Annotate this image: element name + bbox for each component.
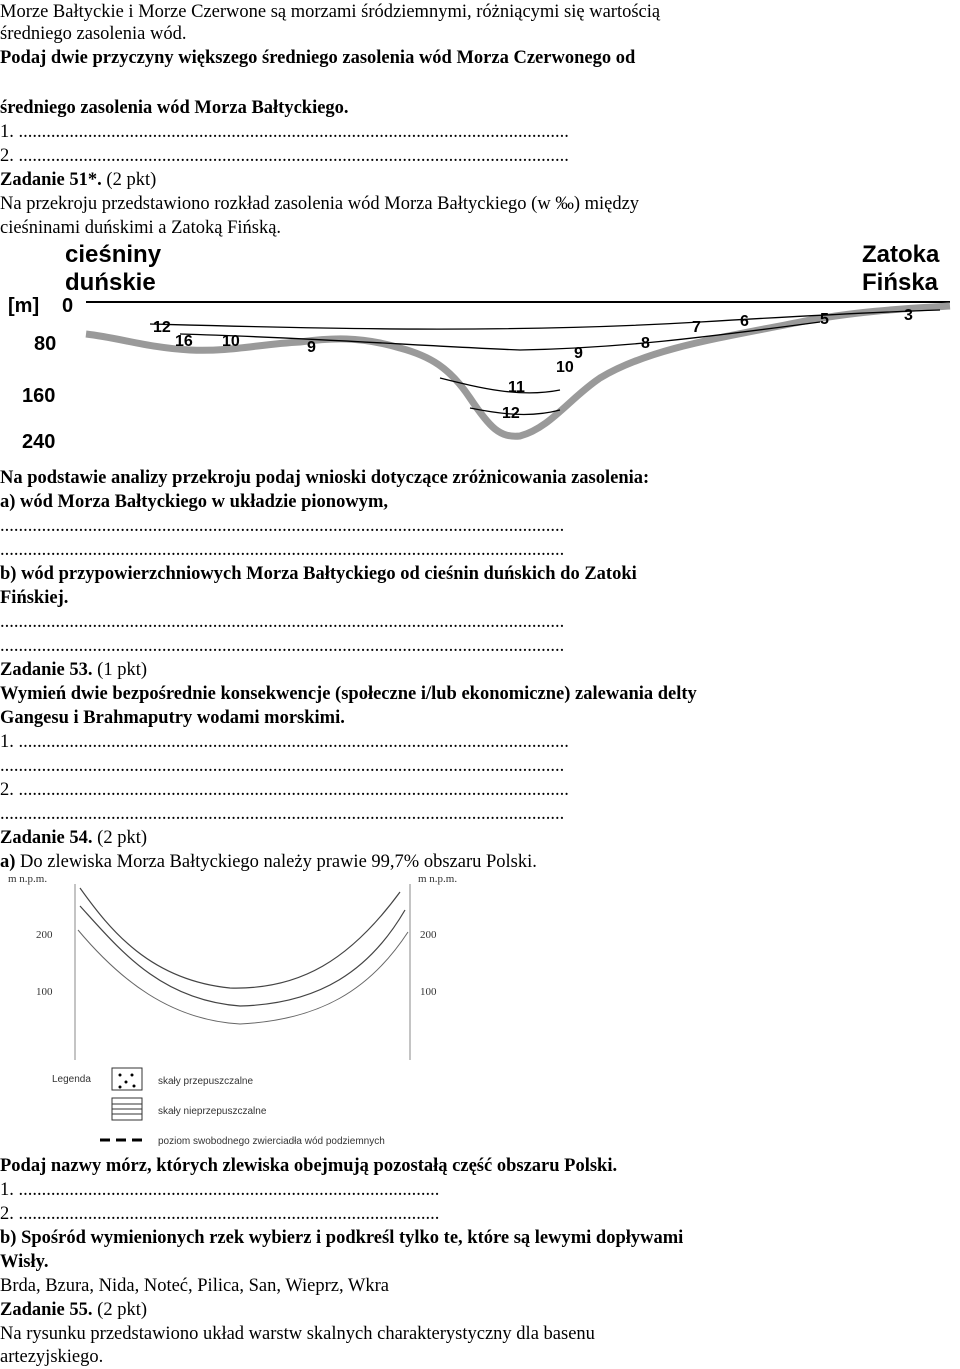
salinity-label: 10: [556, 359, 574, 376]
subtask-text: Do zlewiska Morza Bałtyckiego należy prawie 99,7% obszaru Polski.: [15, 852, 537, 872]
figure-label-gulf-2: Fińska: [862, 269, 939, 296]
task-points: (2 pkt): [97, 1300, 147, 1320]
depth-tick: 80: [34, 333, 57, 355]
depth-axis-unit: [m]: [8, 295, 40, 317]
task-55-header: [0, 1298, 147, 1322]
intro-line: Morze Bałtyckie i Morze Czerwone są morzami śródziemnymi, różniącymi się wartością: [0, 2, 661, 22]
answer-line[interactable]: ..........................................................................................................................: [0, 516, 565, 536]
task-text: artezyjskiego.: [0, 1347, 104, 1367]
salinity-label: 8: [641, 335, 650, 352]
task-title: Zadanie 53.: [0, 660, 93, 680]
answer-line[interactable]: ..........................................................................................................................: [0, 804, 565, 824]
river-list[interactable]: Brda, Bzura, Nida, Noteć, Pilica, San, Wieprz, Wkra: [0, 1276, 390, 1296]
salinity-label: 16: [175, 333, 193, 350]
answer-line[interactable]: ..........................................................................................................................: [0, 636, 565, 656]
question-text: Wymień dwie bezpośrednie konsekwencje (społeczne i/lub ekonomiczne) zalewania delty: [0, 684, 697, 704]
figure-label-gulf-1: Zatoka: [862, 241, 940, 268]
salinity-label: 7: [692, 319, 701, 336]
axis-tick: 200: [36, 929, 53, 941]
figure-label-straits-1: cieśniny: [65, 241, 162, 268]
salinity-label: 9: [307, 339, 316, 356]
legend-label: skały przepuszczalne: [158, 1076, 254, 1087]
question-text: Gangesu i Brahmaputry wodami morskimi.: [0, 708, 345, 728]
rock-layer-boundary: [80, 888, 400, 988]
salinity-label: 6: [740, 313, 749, 330]
task-points: (1 pkt): [97, 660, 147, 680]
task-53-header: [0, 658, 147, 682]
axis-tick: 200: [420, 929, 437, 941]
question-text: Wisły.: [0, 1252, 49, 1272]
task-title: Zadanie 54.: [0, 828, 93, 848]
salinity-label: 10: [222, 333, 240, 350]
task-text: cieśninami duńskimi a Zatoką Fińską.: [0, 218, 282, 238]
salinity-label: 3: [904, 307, 913, 324]
answer-line[interactable]: ..........................................................................................................................: [0, 756, 565, 776]
depth-tick: 0: [62, 295, 74, 317]
answer-line[interactable]: 2. ...........................................................................................: [0, 1204, 440, 1224]
figure-label-straits-2: duńskie: [65, 269, 156, 296]
answer-line[interactable]: ..........................................................................................................................: [0, 540, 565, 560]
artesian-basin-figure: [0, 870, 520, 1150]
salinity-label: 11: [508, 379, 525, 396]
axis-tick: 100: [36, 986, 53, 998]
answer-line[interactable]: 2. .......................................................................................................................: [0, 780, 569, 800]
task-51-header: [0, 168, 156, 192]
depth-tick: 240: [22, 431, 56, 453]
legend-permeable-swatch: [112, 1068, 142, 1090]
question-text: Fińskiej.: [0, 588, 69, 608]
task-text: Na przekroju przedstawiono rozkład zasolenia wód Morza Bałtyckiego (w ‰) między: [0, 194, 640, 214]
legend-label: poziom swobodnego zwierciadła wód podziemnych: [158, 1136, 385, 1147]
salinity-label: 12: [153, 319, 171, 336]
subtask-label: a): [0, 852, 16, 872]
salinity-cross-section-figure: [0, 238, 960, 458]
salinity-label: 9: [574, 345, 583, 362]
answer-line[interactable]: 1. .......................................................................................................................: [0, 122, 569, 142]
task-text: Na rysunku przedstawiono układ warstw skalnych charakterystyczny dla basenu: [0, 1324, 595, 1344]
axis-label-right: m n.p.m.: [418, 873, 458, 885]
question-text: Na podstawie analizy przekroju podaj wnioski dotyczące zróżnicowania zasolenia:: [0, 468, 650, 488]
axis-tick: 100: [420, 986, 437, 998]
task-title: Zadanie 55.: [0, 1300, 93, 1320]
axis-label-left: m n.p.m.: [8, 873, 48, 885]
rock-layer-boundary: [80, 906, 405, 1006]
task-54-header: [0, 826, 147, 850]
question-text: a) wód Morza Bałtyckiego w układzie pionowym,: [0, 492, 388, 512]
question-text: Podaj dwie przyczyny większego średniego zasolenia wód Morza Czerwonego od: [0, 48, 636, 68]
salinity-label: 12: [502, 405, 520, 422]
intro-line: średniego zasolenia wód.: [0, 24, 187, 44]
task-points: (2 pkt): [106, 170, 157, 190]
depth-tick: 160: [22, 385, 56, 407]
answer-line[interactable]: ..........................................................................................................................: [0, 612, 565, 632]
question-text: Podaj nazwy mórz, których zlewiska obejmują pozostałą część obszaru Polski.: [0, 1156, 618, 1176]
legend-label: skały nieprzepuszczalne: [158, 1106, 267, 1117]
task-title: Zadanie 51*.: [0, 170, 102, 190]
question-text: średniego zasolenia wód Morza Bałtyckiego.: [0, 98, 349, 118]
answer-line[interactable]: 1. ...........................................................................................: [0, 1180, 440, 1200]
question-text: b) Spośród wymienionych rzek wybierz i podkreśl tylko te, które są lewymi dopływami: [0, 1228, 684, 1248]
answer-line[interactable]: 1. .......................................................................................................................: [0, 732, 569, 752]
task-points: (2 pkt): [97, 828, 147, 848]
legend-title: Legenda: [52, 1074, 91, 1085]
salinity-label: 5: [820, 311, 829, 328]
answer-line[interactable]: 2. .......................................................................................................................: [0, 146, 569, 166]
question-text: b) wód przypowierzchniowych Morza Bałtyckiego od cieśnin duńskich do Zatoki: [0, 564, 637, 584]
